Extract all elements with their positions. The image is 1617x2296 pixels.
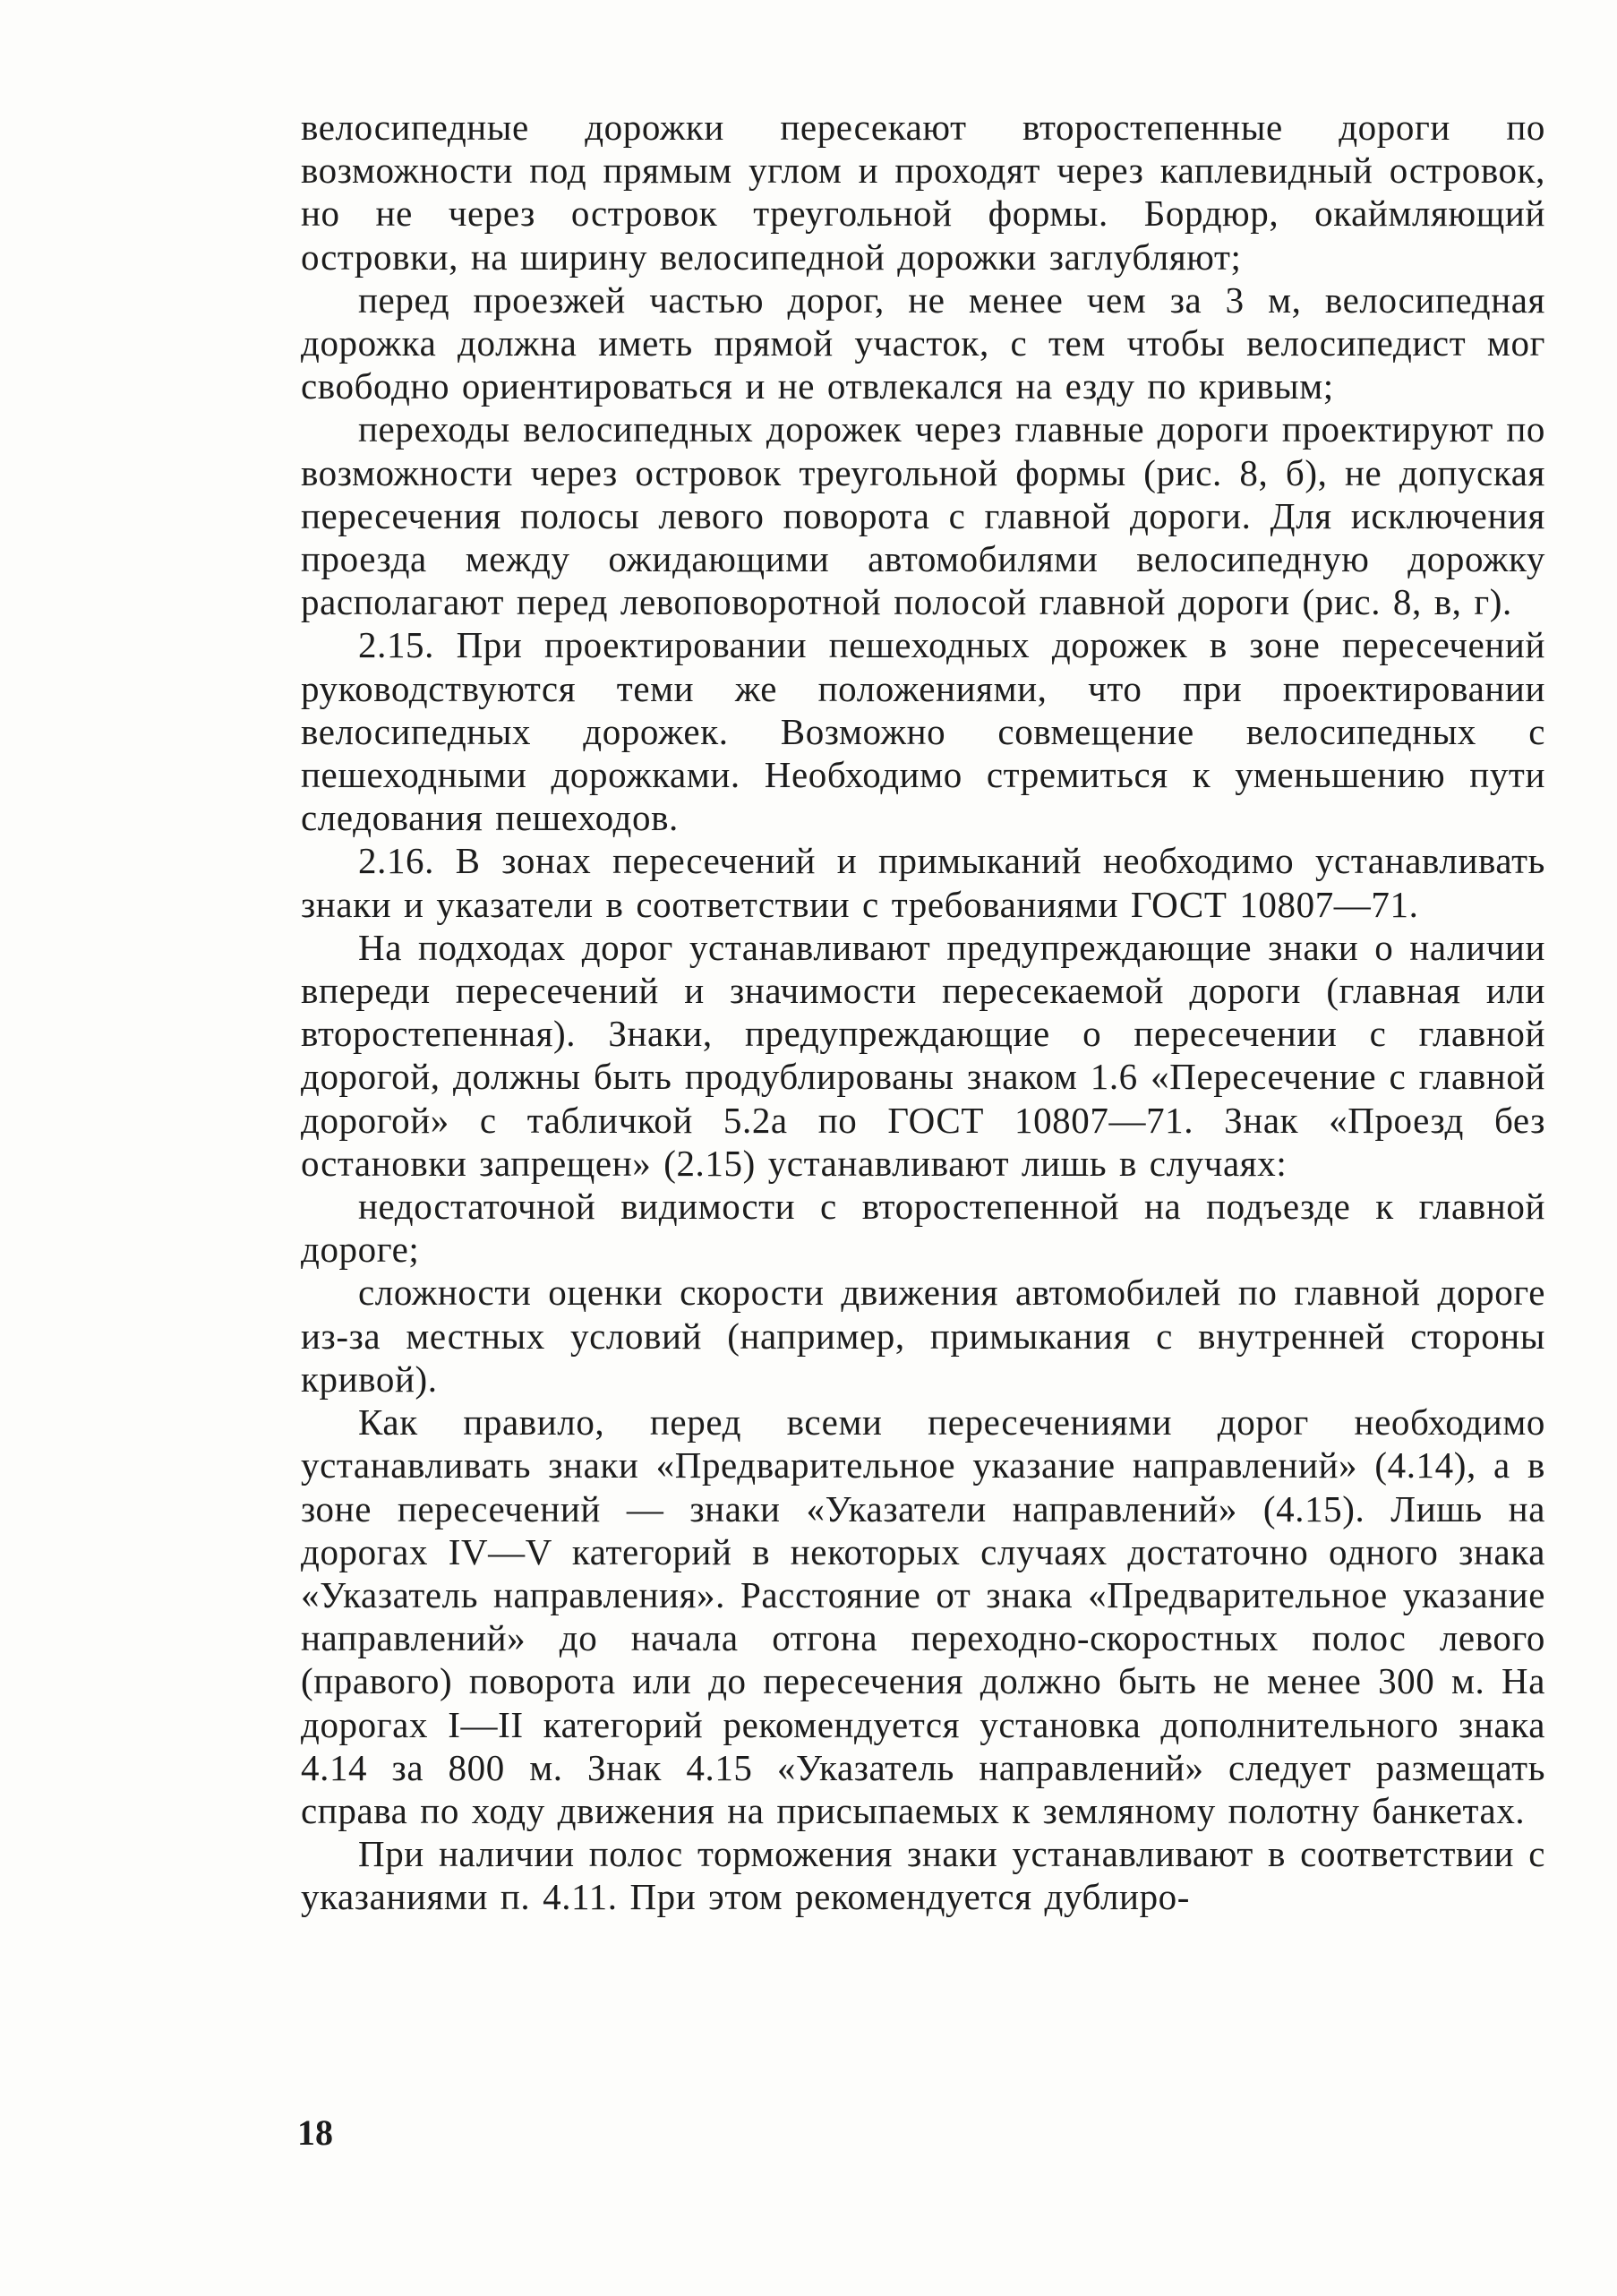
- paragraph-warning-signs: На подходах дорог устанавливают предупреждающие знаки о наличии впереди пересечений и значимости пересекаемой дороги (главная или второстепенная). Знаки, предупреждающие о пересечении с главной дорогой, должны быть продублированы знаком 1.6 «Пересечение с главной дорогой» с табличкой 5.2а по ГОСТ 10807—71. Знак «Проезд без остановки запрещен» (2.15) устанавливают лишь в случаях:: [301, 926, 1545, 1184]
- paragraph-2-15-pedestrian: 2.15. При проектировании пешеходных дорожек в зоне пересечений руководствуются теми же положениями, что при проектировании велосипедных дорожек. Возможно совмещение велосипедных с пешеходными дорожками. Необходимо стремиться к уменьшению пути следования пешеходов.: [301, 624, 1545, 839]
- paragraph-insufficient-visibility: недостаточной видимости с второстепенной на подъезде к главной дороге;: [301, 1186, 1545, 1271]
- page-number: 18: [297, 2112, 333, 2153]
- paragraph-straight-section: перед проезжей частью дорог, не менее чем за 3 м, велосипедная дорожка должна иметь прямой участок, с тем чтобы велосипедист мог свободно ориентироваться и не отвлекался на езду по кривым;: [301, 278, 1545, 407]
- paragraph-braking-lanes: При наличии полос торможения знаки устанавливают в соответствии с указаниями п. 4.11. При этом рекомендуется дублиро-: [301, 1833, 1545, 1918]
- body-text: [301, 106, 1545, 1919]
- paragraph-2-16-signs: 2.16. В зонах пересечений и примыканий необходимо устанавливать знаки и указатели в соответствии с требованиями ГОСТ 10807—71.: [301, 840, 1545, 925]
- paragraph-speed-assessment: сложности оценки скорости движения автомобилей по главной дороге из-за местных условий (например, примыкания с внутренней стороны кривой).: [301, 1272, 1545, 1400]
- paragraph-main-road-crossing: переходы велосипедных дорожек через главные дороги проектируют по возможности через островок треугольной формы (рис. 8, б), не допуская пересечения полосы левого поворота с главной дороги. Для исключения проезда между ожидающими автомобилями велосипедную дорожку располагают перед левоповоротной полосой главной дороги (рис. 8, в, г).: [301, 408, 1545, 623]
- paragraph-direction-signs: Как правило, перед всеми пересечениями дорог необходимо устанавливать знаки «Предварительное указание направлений» (4.14), а в зоне пересечений — знаки «Указатели направлений» (4.15). Лишь на дорогах IV—V категорий в некоторых случаях достаточно одного знака «Указатель направления». Расстояние от знака «Предварительное указание направлений» до начала отгона переходно-скоростных полос левого (правого) поворота или до пересечения должно быть не менее 300 м. На дорогах I—II категорий рекомендуется установка дополнительного знака 4.14 за 800 м. Знак 4.15 «Указатель направлений» следует размещать справа по ходу движения на присыпаемых к земляному полотну банкетах.: [301, 1401, 1545, 1831]
- paragraph-bicycle-crossing-secondary: велосипедные дорожки пересекают второстепенные дороги по возможности под прямым углом и проходят через каплевидный островок, но не через островок треугольной формы. Бордюр, окаймляющий островки, на ширину велосипедной дорожки заглубляют;: [301, 107, 1545, 278]
